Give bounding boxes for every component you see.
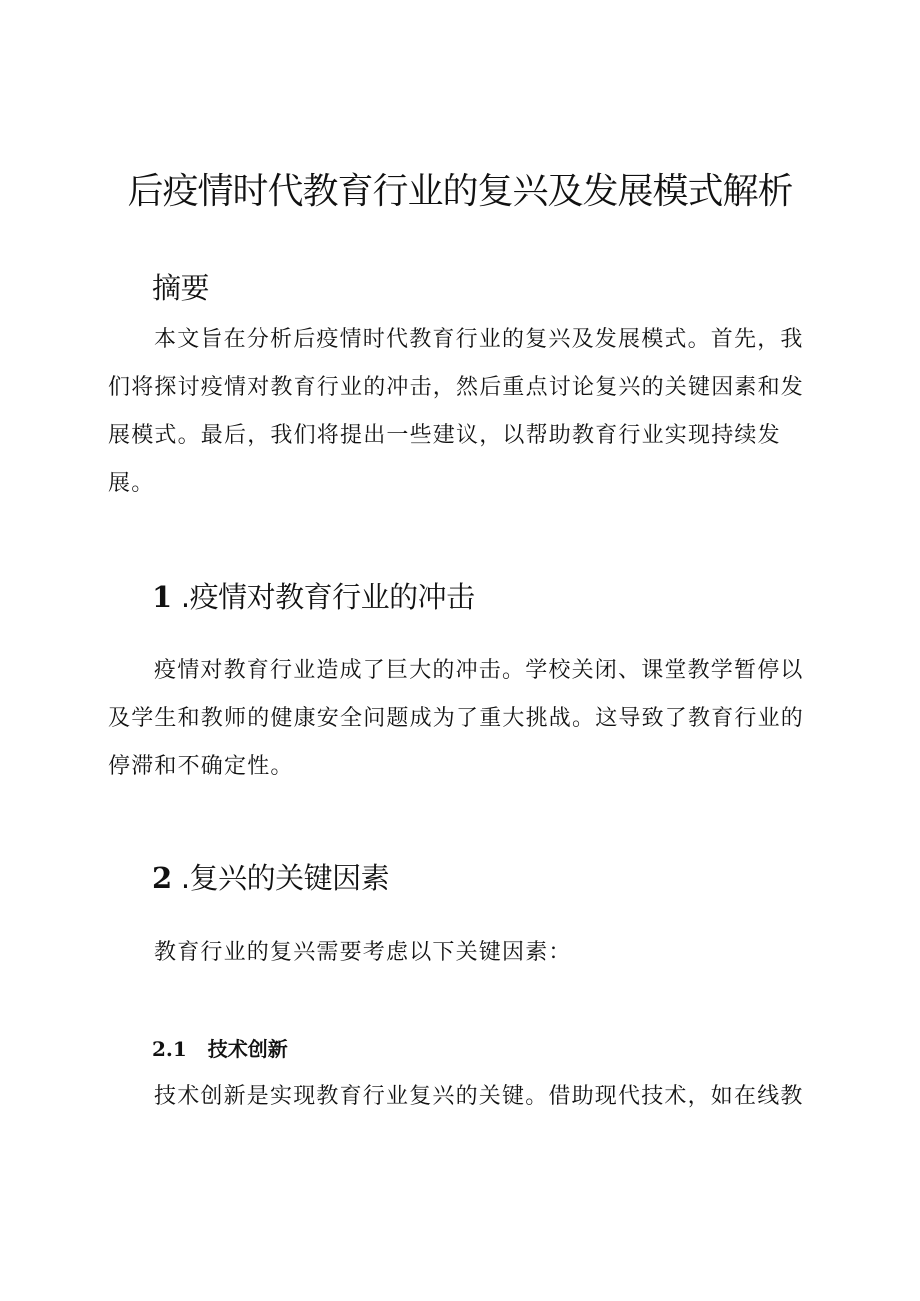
document-title: 后疫情时代教育行业的复兴及发展模式解析 — [127, 171, 793, 212]
subsection-2-1-number: 2.1 — [152, 1037, 187, 1061]
section-2-heading — [152, 858, 389, 898]
subsection-2-1-heading — [152, 1033, 288, 1065]
section-2-intro: 教育行业的复兴需要考虑以下关键因素： — [154, 940, 572, 965]
abstract-paragraph: 本文旨在分析后疫情时代教育行业的复兴及发展模式。首先，我们将探讨疫情对教育行业的冲击，然后重点讨论复兴的关键因素和发展模式。最后，我们将提出一些建议，以帮助教育行业实现持续发展。 — [108, 327, 805, 496]
subsection-2-1-paragraph: 技术创新是实现教育行业复兴的关键。借助现代技术，如在线教 — [154, 1084, 804, 1109]
abstract-heading: 摘要 — [152, 271, 210, 305]
subsection-2-1-title: 技术创新 — [207, 1037, 288, 1061]
section-1-number: 1 — [152, 580, 173, 614]
section-2-title: .复兴的关键因素 — [180, 861, 390, 895]
section-1-paragraph: 疫情对教育行业造成了巨大的冲击。学校关闭、课堂教学暂停以及学生和教师的健康安全问题成为了重大挑战。这导致了教育行业的停滞和不确定性。 — [108, 658, 805, 779]
section-1-heading — [152, 577, 475, 617]
section-1-title: .疫情对教育行业的冲击 — [180, 580, 475, 614]
section-2-number: 2 — [152, 861, 173, 895]
